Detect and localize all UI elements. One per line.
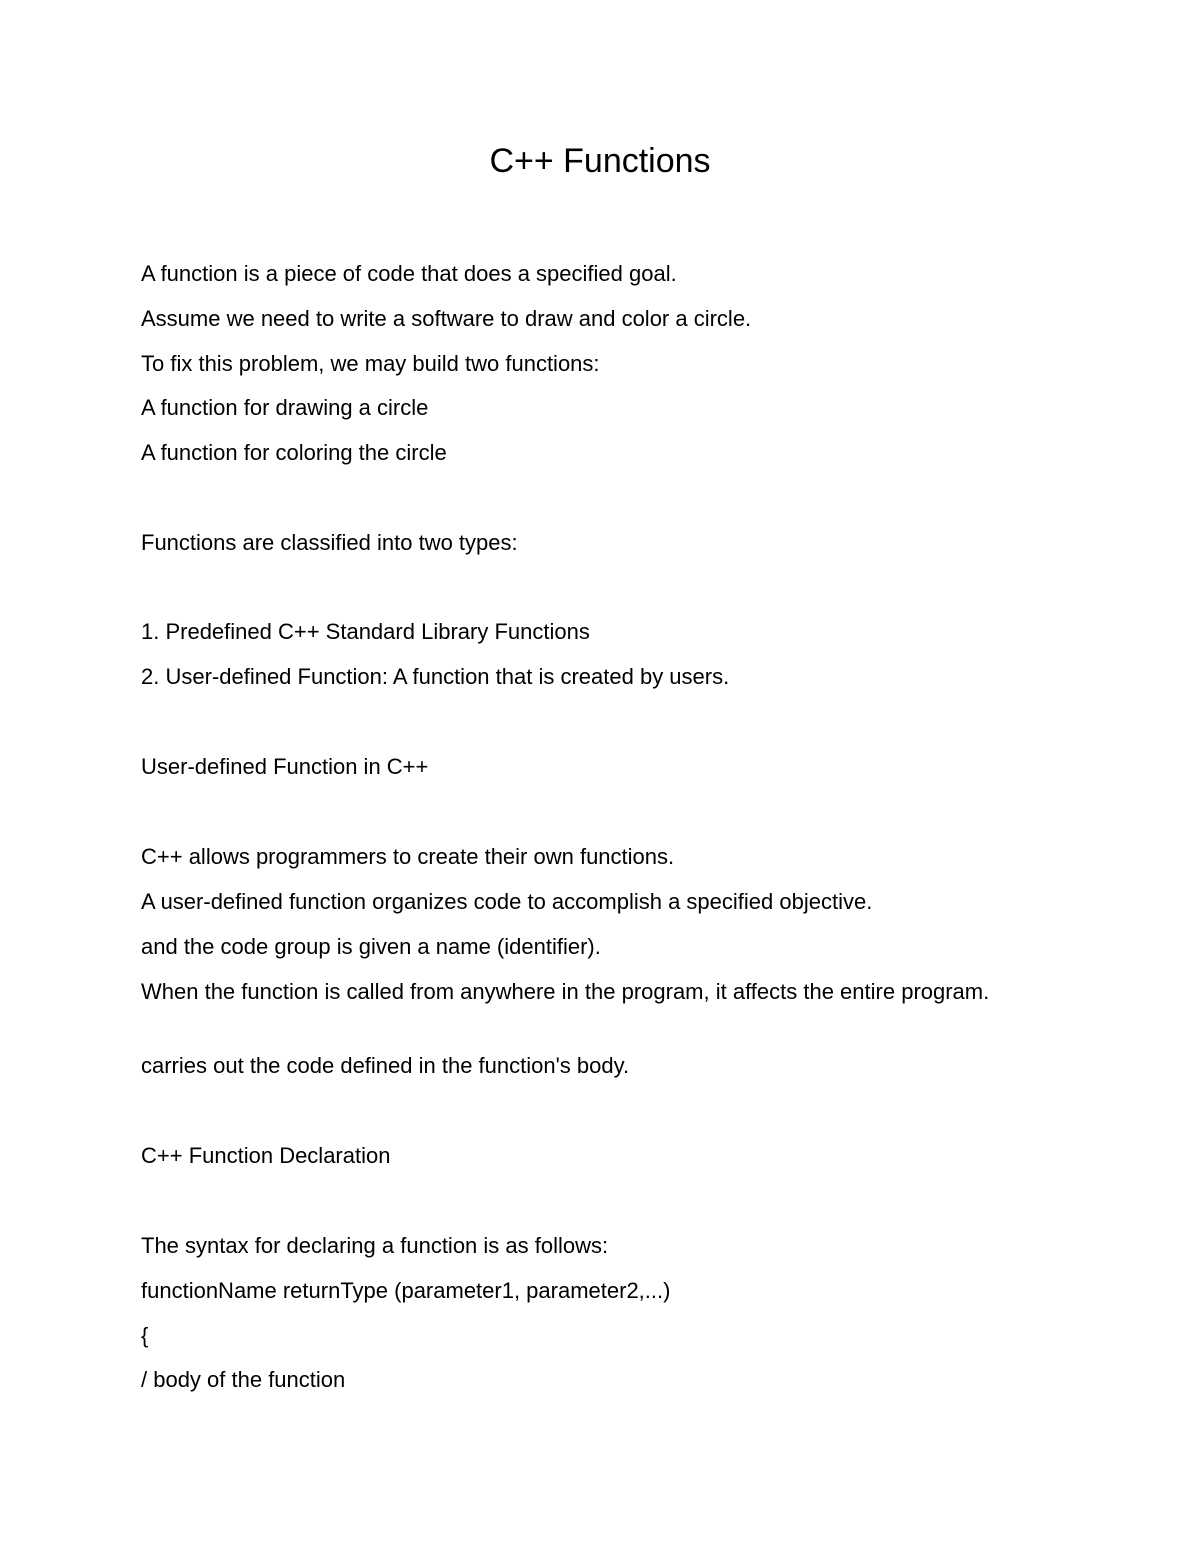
intro-line-2: Assume we need to write a software to draw and color a circle. — [141, 306, 752, 331]
types-heading: Functions are classified into two types: — [141, 530, 518, 555]
types-item-2: 2. User-defined Function: A function that is created by users. — [141, 664, 730, 689]
user-defined-line-5: carries out the code defined in the function's body. — [141, 1053, 630, 1078]
intro-line-3: To fix this problem, we may build two functions: — [141, 351, 600, 376]
section-heading-user-defined: User-defined Function in C++ — [141, 754, 429, 779]
user-defined-line-2: A user-defined function organizes code to accomplish a specified objective. — [141, 889, 873, 914]
user-defined-line-3: and the code group is given a name (identifier). — [141, 934, 601, 959]
declaration-open-brace: { — [141, 1323, 149, 1348]
intro-line-1: A function is a piece of code that does a specified goal. — [141, 261, 677, 286]
declaration-syntax-line: functionName returnType (parameter1, parameter2,...) — [141, 1278, 671, 1303]
declaration-line-1: The syntax for declaring a function is as follows: — [141, 1233, 609, 1258]
user-defined-line-1: C++ allows programmers to create their own functions. — [141, 844, 675, 869]
intro-line-5: A function for coloring the circle — [141, 440, 447, 465]
intro-line-4: A function for drawing a circle — [141, 395, 429, 420]
page-title: C++ Functions — [489, 142, 711, 180]
types-item-1: 1. Predefined C++ Standard Library Functions — [141, 619, 590, 644]
section-heading-declaration: C++ Function Declaration — [141, 1143, 391, 1168]
user-defined-line-4: When the function is called from anywhere in the program, it affects the entire program. — [141, 979, 990, 1004]
declaration-body-comment: / body of the function — [141, 1367, 346, 1392]
